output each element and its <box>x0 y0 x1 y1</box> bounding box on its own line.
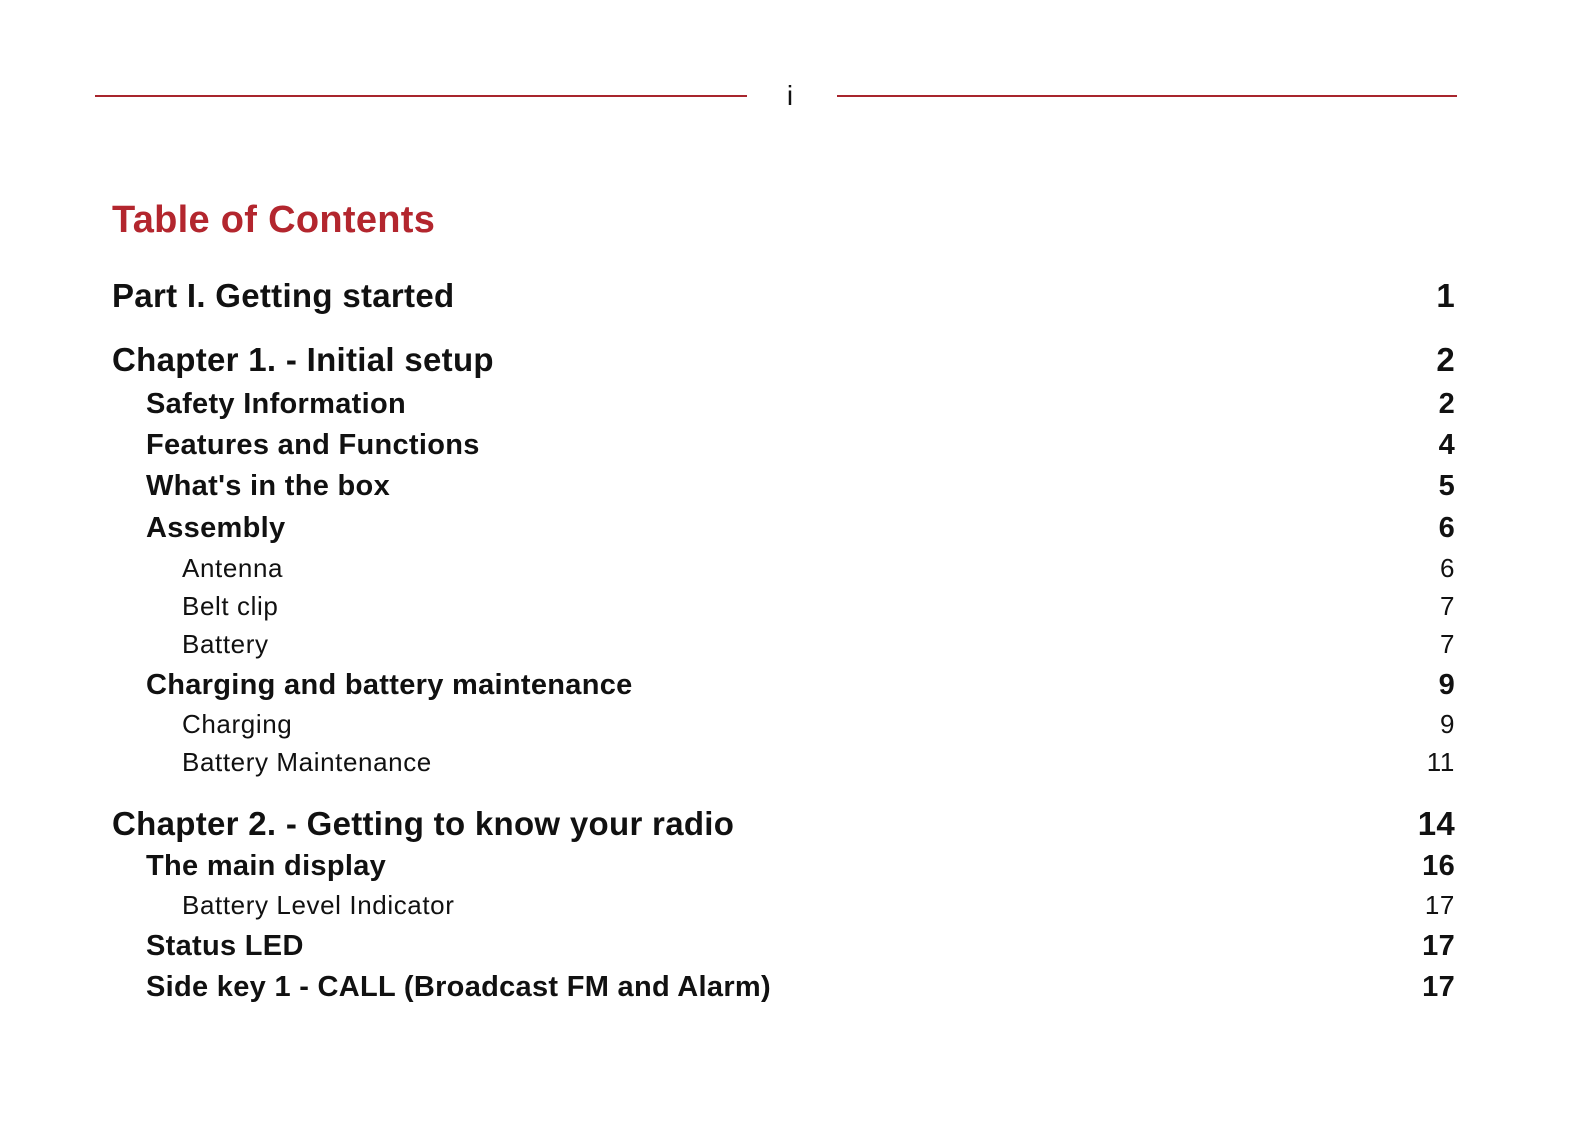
toc-entry-page: 17 <box>1422 971 1455 1003</box>
toc-entry-page: 5 <box>1438 470 1455 502</box>
toc-entry-battery[interactable] <box>112 628 1455 660</box>
toc-entry-page: 17 <box>1424 890 1455 920</box>
toc-entry-part-1[interactable] <box>112 276 1455 316</box>
toc-entry-page: 4 <box>1438 429 1455 461</box>
toc-entry-page: 7 <box>1439 591 1455 621</box>
toc-list <box>112 0 1455 1122</box>
toc-entry-side-key-1-call[interactable] <box>112 969 1455 1005</box>
toc-entry-status-led[interactable] <box>112 928 1455 964</box>
toc-entry-charging[interactable] <box>112 708 1455 740</box>
toc-entry-assembly[interactable] <box>112 510 1455 546</box>
toc-entry-label: Charging and battery maintenance <box>146 669 633 701</box>
toc-entry-belt-clip[interactable] <box>112 590 1455 622</box>
toc-entry-safety-information[interactable] <box>112 386 1455 422</box>
toc-entry-label: Chapter 2. - Getting to know your radio <box>112 805 735 842</box>
toc-entry-page: 11 <box>1426 747 1455 777</box>
page-number: i <box>786 80 794 111</box>
toc-entry-label: Features and Functions <box>146 429 480 461</box>
toc-entry-label: What's in the box <box>146 470 390 502</box>
toc-entry-page: 16 <box>1422 850 1455 882</box>
toc-entry-page: 17 <box>1422 930 1455 962</box>
toc-entry-page: 1 <box>1436 277 1455 314</box>
toc-entry-page: 2 <box>1438 388 1455 420</box>
toc-entry-label: Assembly <box>146 512 286 544</box>
toc-entry-battery-maintenance[interactable] <box>112 746 1455 778</box>
toc-entry-label: Safety Information <box>146 388 406 420</box>
toc-entry-page: 6 <box>1438 512 1455 544</box>
toc-title: Table of Contents <box>112 199 436 241</box>
toc-entry-label: The main display <box>146 850 387 882</box>
toc-entry-label: Antenna <box>182 553 284 583</box>
toc-entry-label: Chapter 1. - Initial setup <box>112 341 494 378</box>
toc-entry-page: 9 <box>1439 709 1455 739</box>
toc-entry-charging-and-battery-maintenance[interactable] <box>112 667 1455 703</box>
toc-entry-label: Battery Level Indicator <box>182 890 455 920</box>
toc-entry-chapter-2[interactable] <box>112 804 1455 844</box>
toc-entry-battery-level-indicator[interactable] <box>112 889 1455 921</box>
toc-entry-page: 6 <box>1439 553 1455 583</box>
toc-entry-label: Side key 1 - CALL (Broadcast FM and Alarm) <box>146 971 771 1003</box>
toc-entry-label: Belt clip <box>182 591 279 621</box>
toc-entry-label: Battery <box>182 629 269 659</box>
toc-entry-label: Battery Maintenance <box>182 747 432 777</box>
toc-entry-page: 7 <box>1439 629 1455 659</box>
toc-entry-label: Part I. Getting started <box>112 277 455 314</box>
toc-entry-page: 9 <box>1438 669 1455 701</box>
toc-entry-label: Charging <box>182 709 293 739</box>
toc-entry-main-display[interactable] <box>112 848 1455 884</box>
toc-entry-label: Status LED <box>146 930 304 962</box>
toc-entry-antenna[interactable] <box>112 552 1455 584</box>
toc-entry-page: 14 <box>1417 805 1455 842</box>
toc-entry-chapter-1[interactable] <box>112 340 1455 380</box>
toc-entry-features-and-functions[interactable] <box>112 427 1455 463</box>
toc-entry-page: 2 <box>1436 341 1455 378</box>
toc-entry-whats-in-the-box[interactable] <box>112 468 1455 504</box>
